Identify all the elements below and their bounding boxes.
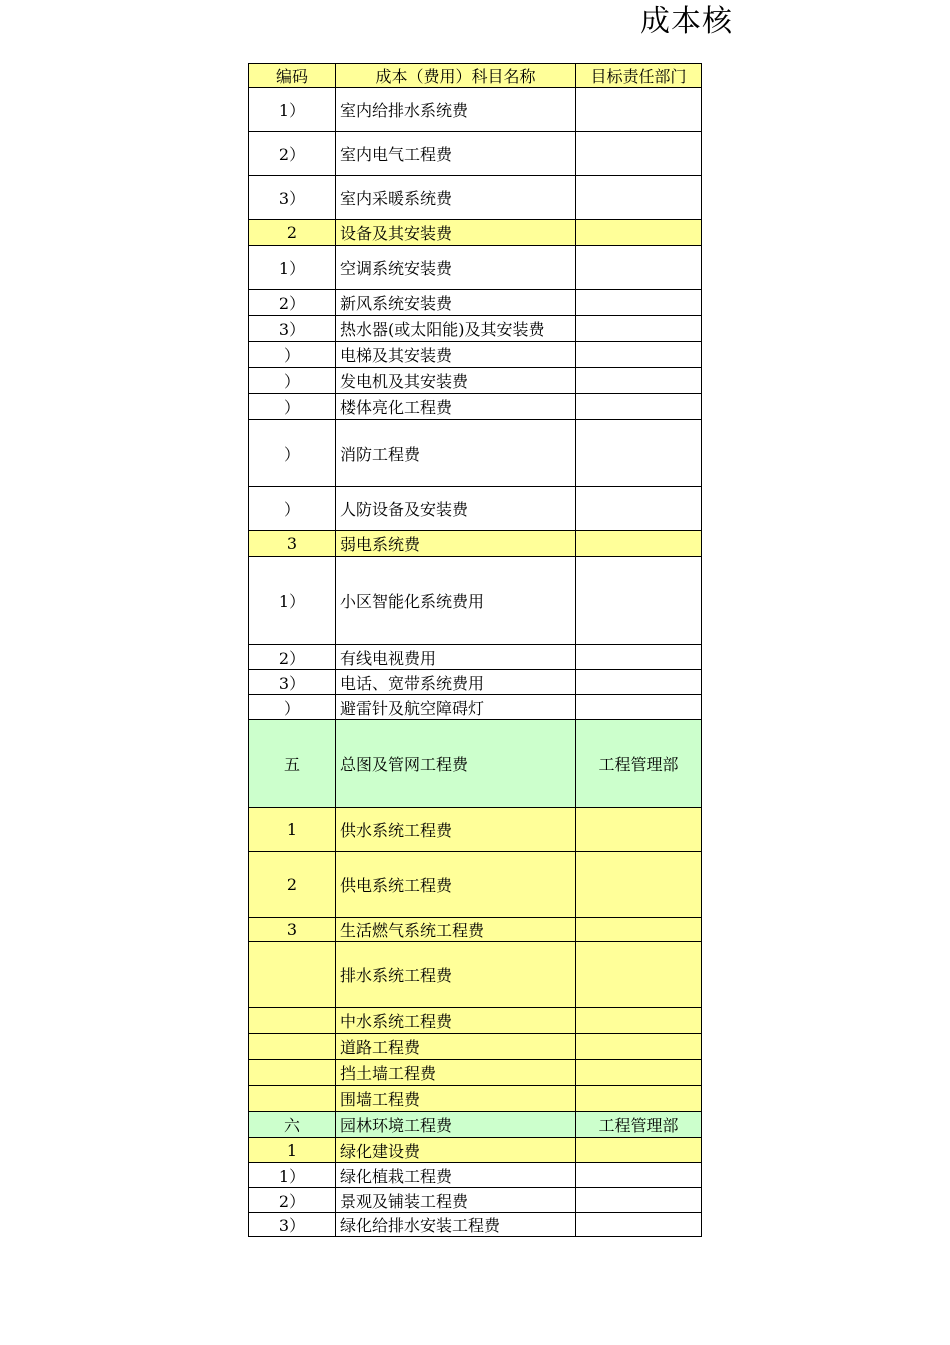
- cell-name[interactable]: 发电机及其安装费: [336, 368, 576, 394]
- table-row[interactable]: [249, 557, 702, 645]
- cell-dept[interactable]: 工程管理部: [576, 1112, 702, 1138]
- table-row[interactable]: [249, 531, 702, 557]
- table-row[interactable]: [249, 220, 702, 246]
- cell-code[interactable]: [249, 1034, 336, 1060]
- cell-code[interactable]: 1）: [249, 246, 336, 290]
- cell-code[interactable]: ）: [249, 695, 336, 720]
- header-name: 成本（费用）科目名称: [336, 64, 576, 88]
- table-row[interactable]: [249, 88, 702, 132]
- cell-dept[interactable]: [576, 246, 702, 290]
- cell-dept[interactable]: [576, 942, 702, 1008]
- cell-code[interactable]: 2）: [249, 290, 336, 316]
- cell-dept[interactable]: [576, 1034, 702, 1060]
- cell-name[interactable]: 绿化植栽工程费: [336, 1163, 576, 1188]
- cell-name[interactable]: 热水器(或太阳能)及其安装费: [336, 316, 576, 342]
- table-row[interactable]: [249, 720, 702, 808]
- cell-name[interactable]: 人防设备及安装费: [336, 487, 576, 531]
- cell-dept[interactable]: [576, 342, 702, 368]
- cell-name[interactable]: 景观及铺装工程费: [336, 1188, 576, 1213]
- cell-name[interactable]: 绿化给排水安装工程费: [336, 1213, 576, 1237]
- table-row[interactable]: [249, 394, 702, 420]
- cell-code[interactable]: 1）: [249, 1163, 336, 1188]
- table-row[interactable]: [249, 1213, 702, 1237]
- cell-name[interactable]: 新风系统安装费: [336, 290, 576, 316]
- cell-code[interactable]: 2: [249, 852, 336, 918]
- table-row[interactable]: [249, 290, 702, 316]
- table-row[interactable]: [249, 1086, 702, 1112]
- cell-code[interactable]: ）: [249, 420, 336, 487]
- cell-name[interactable]: 中水系统工程费: [336, 1008, 576, 1034]
- table-row[interactable]: [249, 176, 702, 220]
- table-row[interactable]: [249, 852, 702, 918]
- cell-dept[interactable]: [576, 670, 702, 695]
- cell-dept[interactable]: [576, 316, 702, 342]
- cell-code[interactable]: [249, 942, 336, 1008]
- cell-name[interactable]: 小区智能化系统费用: [336, 557, 576, 645]
- cell-code[interactable]: ）: [249, 368, 336, 394]
- cell-dept[interactable]: [576, 176, 702, 220]
- header-code: 编码: [249, 64, 336, 88]
- table-row[interactable]: [249, 1188, 702, 1213]
- cell-dept[interactable]: [576, 1188, 702, 1213]
- cell-code[interactable]: 3）: [249, 176, 336, 220]
- cell-name[interactable]: 排水系统工程费: [336, 942, 576, 1008]
- cell-dept[interactable]: [576, 557, 702, 645]
- table-row[interactable]: [249, 942, 702, 1008]
- cell-code[interactable]: 1）: [249, 557, 336, 645]
- cell-name[interactable]: 设备及其安装费: [336, 220, 576, 246]
- cell-name[interactable]: 生活燃气系统工程费: [336, 918, 576, 942]
- cell-dept[interactable]: [576, 918, 702, 942]
- table-row[interactable]: [249, 1060, 702, 1086]
- cell-code[interactable]: [249, 1086, 336, 1112]
- page-title: 成本核: [640, 4, 733, 39]
- cell-code[interactable]: 2）: [249, 132, 336, 176]
- cell-name[interactable]: 供水系统工程费: [336, 808, 576, 852]
- cell-name[interactable]: 室内电气工程费: [336, 132, 576, 176]
- cell-code[interactable]: 3: [249, 918, 336, 942]
- cell-name[interactable]: 供电系统工程费: [336, 852, 576, 918]
- cell-code[interactable]: 3）: [249, 316, 336, 342]
- table-row[interactable]: [249, 1163, 702, 1188]
- cell-code[interactable]: 1）: [249, 88, 336, 132]
- cell-dept[interactable]: [576, 808, 702, 852]
- cell-name[interactable]: 室内给排水系统费: [336, 88, 576, 132]
- cell-code[interactable]: 3: [249, 531, 336, 557]
- cell-code[interactable]: 五: [249, 720, 336, 808]
- cell-dept[interactable]: [576, 695, 702, 720]
- cell-name[interactable]: 避雷针及航空障碍灯: [336, 695, 576, 720]
- cell-dept[interactable]: [576, 1163, 702, 1188]
- cell-dept[interactable]: [576, 290, 702, 316]
- table-row[interactable]: [249, 695, 702, 720]
- table-row[interactable]: [249, 808, 702, 852]
- cell-name[interactable]: 空调系统安装费: [336, 246, 576, 290]
- table-row[interactable]: [249, 132, 702, 176]
- table-row[interactable]: [249, 1034, 702, 1060]
- cell-code[interactable]: 1: [249, 1138, 336, 1163]
- cell-code[interactable]: 1: [249, 808, 336, 852]
- cell-code[interactable]: 2）: [249, 645, 336, 670]
- cell-code[interactable]: 2）: [249, 1188, 336, 1213]
- cost-table: [248, 63, 702, 1237]
- cell-name[interactable]: 消防工程费: [336, 420, 576, 487]
- cell-name[interactable]: 有线电视费用: [336, 645, 576, 670]
- cell-code[interactable]: 六: [249, 1112, 336, 1138]
- cell-dept[interactable]: [576, 487, 702, 531]
- table-row[interactable]: [249, 918, 702, 942]
- table-row[interactable]: [249, 420, 702, 487]
- cell-name[interactable]: 挡土墙工程费: [336, 1060, 576, 1086]
- cell-name[interactable]: 围墙工程费: [336, 1086, 576, 1112]
- cell-code[interactable]: [249, 1008, 336, 1034]
- cell-code[interactable]: ）: [249, 487, 336, 531]
- cell-dept[interactable]: [576, 220, 702, 246]
- header-dept: 目标责任部门: [576, 64, 702, 88]
- cell-name[interactable]: 道路工程费: [336, 1034, 576, 1060]
- cell-dept[interactable]: [576, 394, 702, 420]
- cell-dept[interactable]: 工程管理部: [576, 720, 702, 808]
- table-row[interactable]: [249, 368, 702, 394]
- cell-name[interactable]: 楼体亮化工程费: [336, 394, 576, 420]
- cell-name[interactable]: 绿化建设费: [336, 1138, 576, 1163]
- cell-dept[interactable]: [576, 420, 702, 487]
- table-row[interactable]: [249, 316, 702, 342]
- cell-dept[interactable]: [576, 1138, 702, 1163]
- cell-name[interactable]: 电梯及其安装费: [336, 342, 576, 368]
- cell-code[interactable]: 2: [249, 220, 336, 246]
- cell-dept[interactable]: [576, 645, 702, 670]
- cell-dept[interactable]: [576, 1008, 702, 1034]
- cell-name[interactable]: 电话、宽带系统费用: [336, 670, 576, 695]
- table-body: [249, 88, 702, 1237]
- cell-code[interactable]: 3）: [249, 1213, 336, 1237]
- cell-name[interactable]: 室内采暖系统费: [336, 176, 576, 220]
- cell-dept[interactable]: [576, 368, 702, 394]
- cell-dept[interactable]: [576, 531, 702, 557]
- cell-name[interactable]: 园林环境工程费: [336, 1112, 576, 1138]
- cell-dept[interactable]: [576, 1086, 702, 1112]
- cell-dept[interactable]: [576, 1213, 702, 1237]
- cell-code[interactable]: ）: [249, 394, 336, 420]
- cell-dept[interactable]: [576, 88, 702, 132]
- table-row[interactable]: [249, 645, 702, 670]
- cell-code[interactable]: ）: [249, 342, 336, 368]
- table-row[interactable]: [249, 1008, 702, 1034]
- cell-name[interactable]: 总图及管网工程费: [336, 720, 576, 808]
- table-row[interactable]: [249, 1138, 702, 1163]
- cell-dept[interactable]: [576, 132, 702, 176]
- cell-name[interactable]: 弱电系统费: [336, 531, 576, 557]
- table-header-row: [249, 64, 702, 88]
- table-row[interactable]: [249, 670, 702, 695]
- table-row[interactable]: [249, 246, 702, 290]
- cell-code[interactable]: [249, 1060, 336, 1086]
- cell-dept[interactable]: [576, 1060, 702, 1086]
- cell-dept[interactable]: [576, 852, 702, 918]
- table-row[interactable]: [249, 342, 702, 368]
- table-row[interactable]: [249, 1112, 702, 1138]
- table-row[interactable]: [249, 487, 702, 531]
- cell-code[interactable]: 3）: [249, 670, 336, 695]
